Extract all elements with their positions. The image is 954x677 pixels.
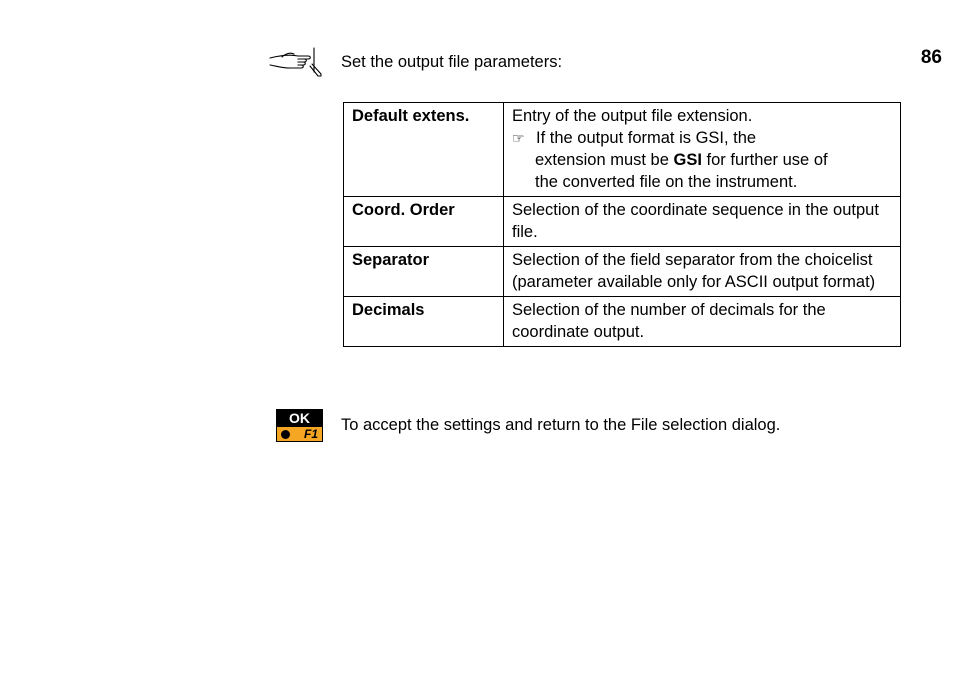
pointing-finger-icon: ☞: [512, 130, 525, 146]
description-cell: Selection of the number of decimals for the coordinate output.: [504, 297, 901, 347]
parameters-table: [343, 102, 901, 347]
page-number: 86: [920, 47, 942, 68]
note-line-3: the converted file on the instrument.: [535, 173, 798, 191]
function-key-label: F1: [303, 426, 318, 441]
note-line-2-end: for further use of: [701, 151, 828, 169]
table-row: [344, 247, 901, 297]
intro-text: Set the output file parameters:: [341, 53, 563, 71]
term-cell: Default extens.: [344, 103, 504, 197]
term-cell: Coord. Order: [344, 197, 504, 247]
accept-text: To accept the settings and return to the File selection dialog.: [341, 416, 781, 434]
ok-key-bottom: [276, 427, 323, 442]
ok-f1-key: [276, 409, 323, 443]
term-cell: Decimals: [344, 297, 504, 347]
description-cell: Selection of the coordinate sequence in the output file.: [504, 197, 901, 247]
pointing-hand-icon: [268, 46, 324, 78]
description-text: Entry of the output file extension.: [512, 107, 753, 125]
table-row: [344, 197, 901, 247]
table-row: [344, 103, 901, 197]
description-cell: Selection of the field separator from the choicelist (parameter available only for ASCII output format): [504, 247, 901, 297]
note-line-2: [512, 149, 892, 171]
table-row: [344, 297, 901, 347]
description-cell: [504, 103, 901, 197]
term-cell: Separator: [344, 247, 504, 297]
note: [512, 127, 892, 149]
ok-key-label: OK: [276, 409, 323, 427]
note-line-2-text: extension must be: [535, 151, 674, 169]
bullet-icon: [281, 430, 290, 439]
note-line-1: If the output format is GSI, the: [536, 129, 757, 147]
gsi-bold: GSI: [673, 151, 702, 169]
